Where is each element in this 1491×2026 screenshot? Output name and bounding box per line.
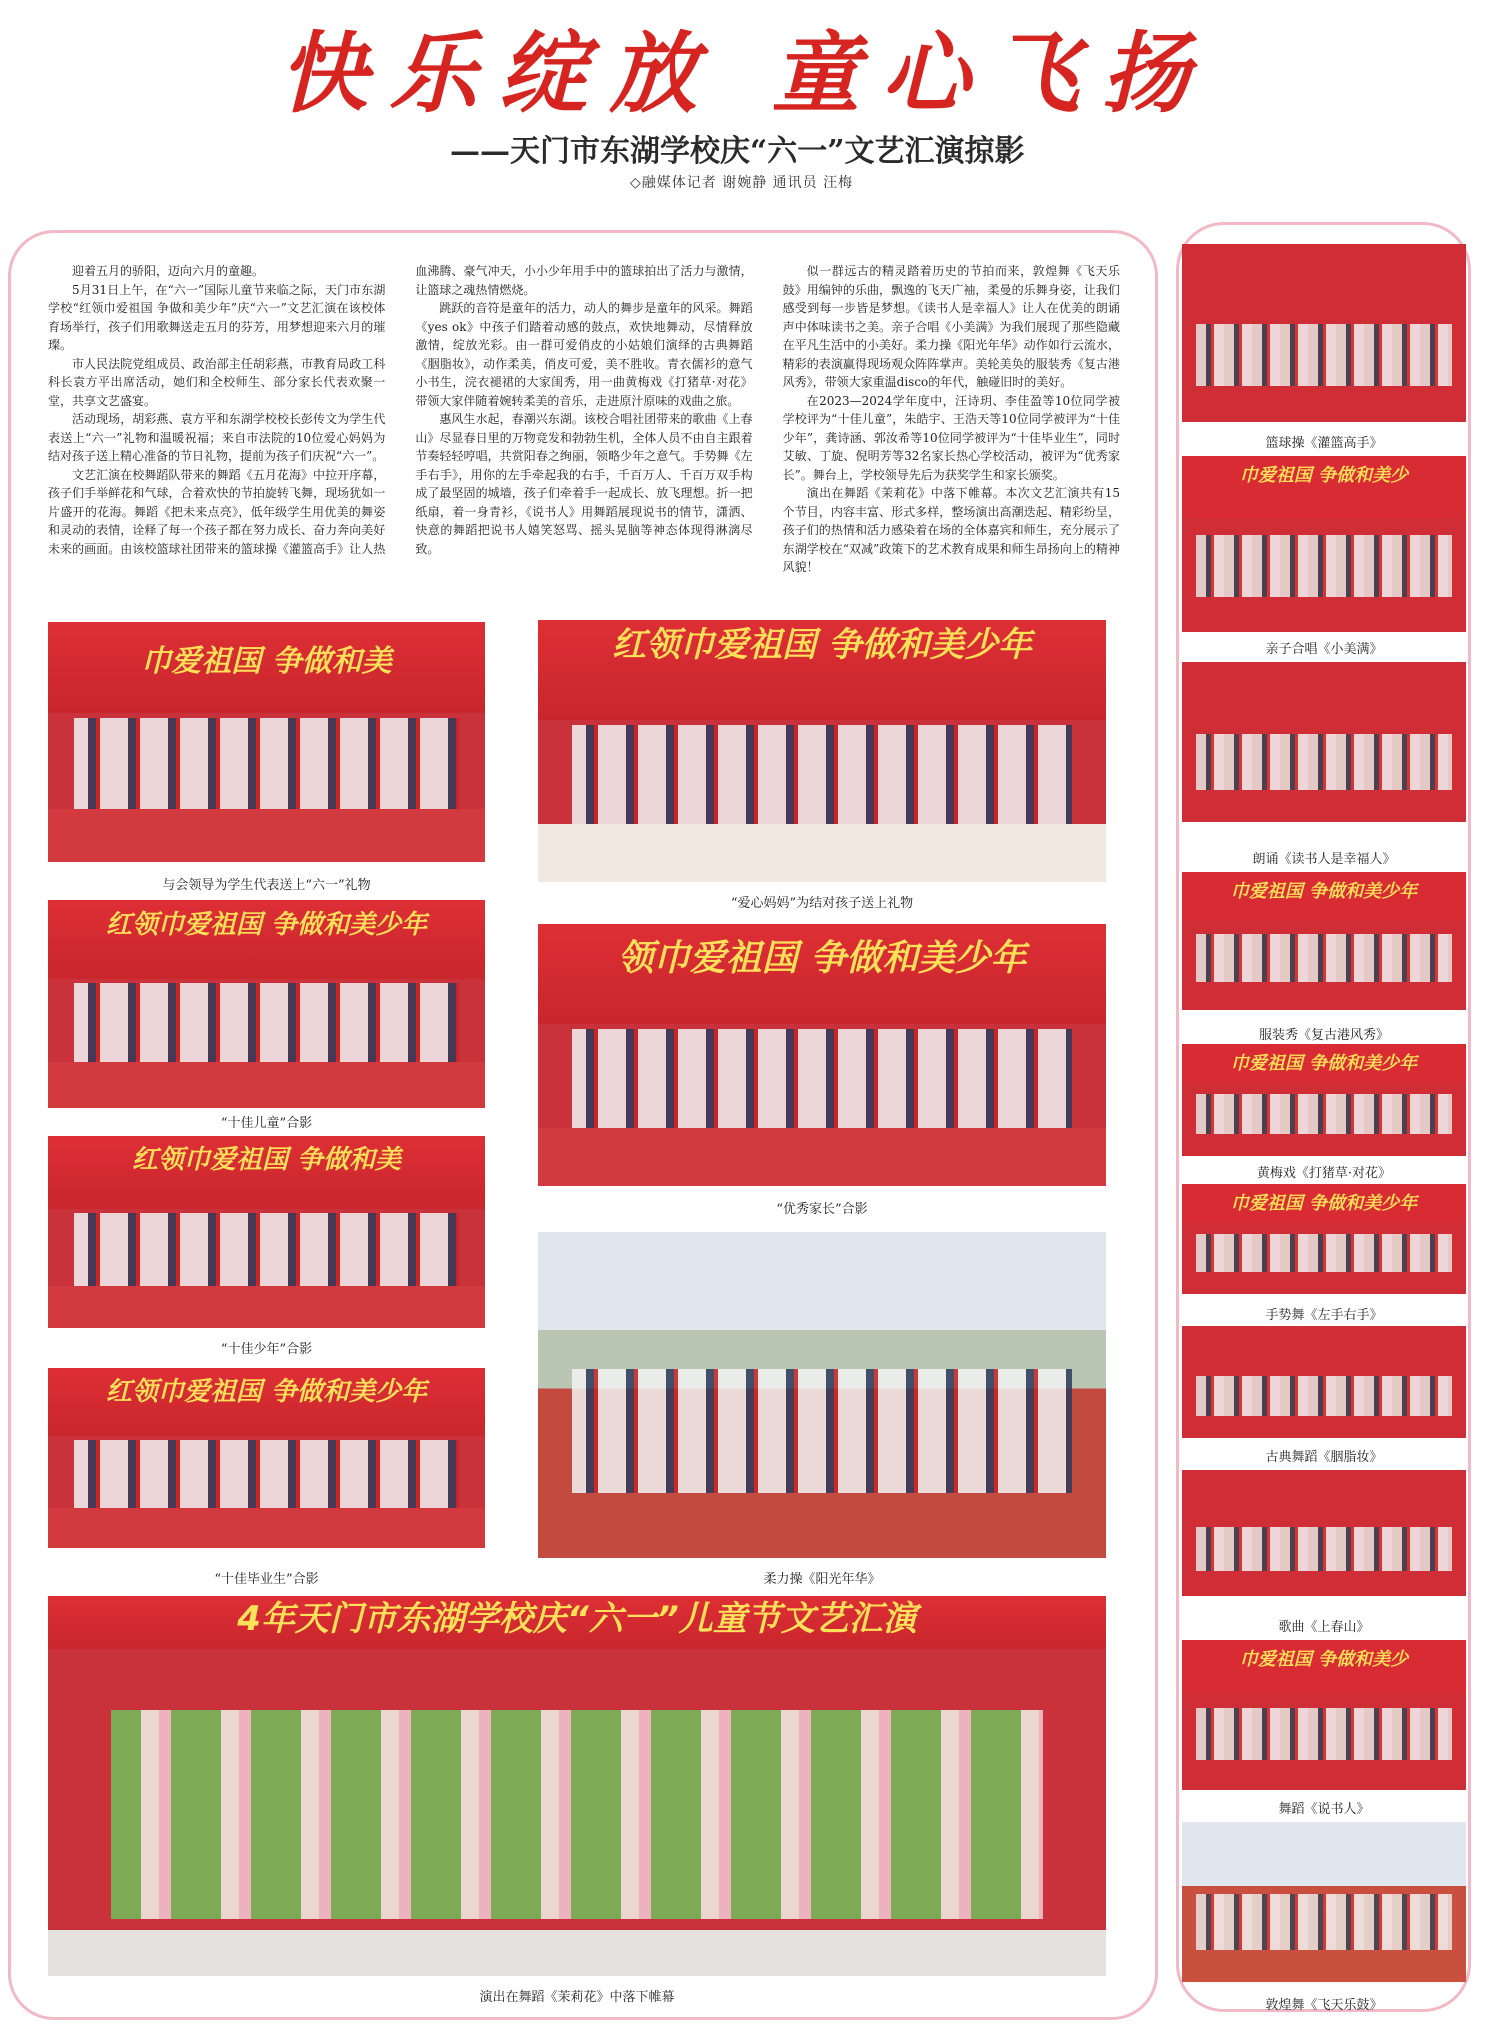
- sidebar-caption: 敦煌舞《飞天乐鼓》: [1265, 1998, 1383, 2013]
- sidebar-photo-dunhuang: [1182, 1822, 1466, 1982]
- caption-gymnastics: 柔力操《阳光年华》: [763, 1572, 881, 1587]
- photo-banner: 巾爱祖国 争做和美少: [1182, 456, 1466, 518]
- article-body: [48, 262, 1120, 587]
- sidebar-photo-family-chorus: [1182, 456, 1466, 632]
- photo-people: [572, 1029, 1072, 1134]
- photo-top-graduates: [48, 1368, 485, 1548]
- sidebar-caption: 手势舞《左手右手》: [1265, 1308, 1383, 1323]
- photo-people: [1196, 734, 1452, 790]
- caption-top-children: “十佳儿童”合影: [220, 1116, 313, 1131]
- photo-people: [1196, 1376, 1452, 1415]
- photo-banner: 红领巾爱祖国 争做和美: [48, 1136, 485, 1209]
- sidebar-photo-song: [1182, 1470, 1466, 1596]
- article-paragraph: 惠风生水起，春潮兴东湖。该校合唱社团带来的歌曲《上春山》尽显春日里的万物竞发和勃勃生机，全体人员不由自主跟着节奏轻轻哼唱，共赏阳春之绚丽，领略少年之意气。手势舞《左手右手》，用你的左手牵起我的右手，千百万人、千百万双手构成了最坚固的城墙，孩子们牵着手一起成长、放飞理想。折一把纸扇，着一身青衫，《说书人》用舞蹈展现说书的情节，潇洒、快意的舞蹈把说书人嬉笑怒骂、摇头晃脑等神态体现得淋漓尽致。: [415, 412, 753, 556]
- photo-leaders-gifts: [48, 622, 485, 862]
- sidebar-caption: 朗诵《读书人是幸福人》: [1252, 852, 1396, 867]
- photo-people: [1196, 324, 1452, 386]
- article-paragraph: 在2023—2024学年度中，汪诗玥、李佳盈等10位同学被学校评为“十佳儿童”，朱皓宇、王浩天等10位同学被评为“十佳少年”，龚诗涵、郭汝希等10位同学被评为“十佳毕业生”，同时艾敏、丁旋、倪明芳等32名家长热心学校活动，被评为“优秀家长”。舞台上，学校领导先后为获奖学生和家长颁奖。: [782, 393, 1120, 482]
- sidebar-caption: 服装秀《复古港风秀》: [1258, 1028, 1389, 1043]
- sidebar-caption: 黄梅戏《打猪草·对花》: [1256, 1166, 1392, 1181]
- article-paragraph: 活动现场，胡彩燕、袁方平和东湖学校校长彭传文为学生代表送上“六一”礼物和温暖祝福；来自市法院的10位爱心妈妈为结对孩子送上精心准备的节日礼物，提前为孩子们庆祝“六一”。: [48, 412, 386, 463]
- article-paragraph: 5月31日上午，在“六一”国际儿童节来临之际，天门市东湖学校“红领巾爱祖国 争做和美少年”庆“六一”文艺汇演在该校体育场举行，孩子们用歌舞送走五月的芬芳，用梦想迎来六月的璀璨。: [48, 282, 386, 352]
- caption-top-graduates: “十佳毕业生”合影: [214, 1572, 319, 1587]
- caption-excellent-parents: “优秀家长”合影: [776, 1202, 868, 1217]
- sidebar-caption: 古典舞蹈《胭脂妆》: [1265, 1450, 1383, 1465]
- photo-top-children: [48, 900, 485, 1108]
- sidebar-caption: 亲子合唱《小美满》: [1265, 642, 1383, 657]
- photo-people: [1196, 1527, 1452, 1571]
- sidebar-photo-basketball: [1182, 244, 1466, 422]
- article-paragraph: 文艺汇演在校舞蹈队带来的舞蹈《五月花海》中拉开序幕，孩子们手举鲜花和气球，合着欢快的节拍旋转飞舞，现场犹如一片盛开的花海。舞蹈《把未来点亮》，低年级学生用优美的舞姿和灵动的表情，诠释了每一个孩子都在努力成长、奋力奔向美好未来的画面。由该校篮球社团带来的篮球操《灌篮高手》让人热血沸腾、豪气冲天，小小少年用手中的篮球拍出了活力与激情，让篮球之魂热情燃烧。: [48, 264, 753, 556]
- photo-people: [74, 718, 459, 814]
- photo-people: [111, 1710, 1042, 1919]
- photo-top-youth: [48, 1136, 485, 1328]
- sidebar-caption: 篮球操《灌篮高手》: [1265, 436, 1383, 451]
- photo-people: [572, 725, 1072, 830]
- caption-top-youth: “十佳少年”合影: [220, 1342, 313, 1357]
- page-subtitle: ——天门市东湖学校庆“六一”文艺汇演掠影: [450, 134, 1025, 169]
- photo-stage: [538, 824, 1106, 882]
- photo-banner: 巾爱祖国 争做和美少年: [1182, 872, 1466, 920]
- photo-people: [1196, 934, 1452, 982]
- sidebar-photo-classical-dance: [1182, 1326, 1466, 1438]
- sidebar-caption: 舞蹈《说书人》: [1278, 1802, 1370, 1817]
- article-paragraph: 似一群远古的精灵踏着历史的节拍而来，敦煌舞《飞天乐鼓》用编钟的乐曲，飘逸的飞天广袖，柔曼的乐舞身姿，让我们感受到每一步皆是梦想。《读书人是幸福人》让人在优美的朗诵声中体味读书之美。亲子合唱《小美满》为我们展现了那些隐藏在平凡生活中的小美好。柔力操《阳光年华》动作如行云流水，精彩的表演赢得现场观众阵阵掌声。美轮美奂的服装秀《复古港风秀》，带领大家重温disco的年代，触碰旧时的美好。: [782, 264, 1120, 389]
- photo-banner: 4年天门市东湖学校庆“六一”儿童节文艺汇演: [48, 1596, 1106, 1649]
- photo-banner: 巾爱祖国 争做和美: [48, 622, 485, 713]
- sidebar-photo-recital: [1182, 662, 1466, 822]
- photo-stage: [48, 1508, 485, 1548]
- article-paragraph: 迎着五月的骄阳，迈向六月的童趣。: [72, 264, 265, 278]
- article-paragraph: 演出在舞蹈《茉莉花》中落下帷幕。本次文艺汇演共有15个节目，内容丰富、形式多样，整场演出高潮迭起、精彩纷呈，孩子们的热情和活力感染着在场的全体嘉宾和师生，充分展示了东湖学校在“双减”政策下的艺术教育成果和师生昂扬向上的精神风貌！: [782, 486, 1120, 574]
- photo-stage: [48, 1930, 1106, 1976]
- photo-caring-mothers: [538, 620, 1106, 882]
- photo-banner: 巾爱祖国 争做和美少年: [1182, 1184, 1466, 1223]
- photo-banner: 巾爱祖国 争做和美少: [1182, 1640, 1466, 1693]
- photo-stage: [48, 809, 485, 862]
- byline: ◇融媒体记者 谢婉静 通讯员 汪梅: [630, 175, 854, 191]
- page-title: 快乐绽放 童心飞扬: [279, 22, 1212, 125]
- caption-caring-mothers: “爱心妈妈”为结对孩子送上礼物: [730, 896, 914, 911]
- photo-people: [572, 1369, 1072, 1493]
- photo-people: [1196, 1894, 1452, 1950]
- photo-gymnastics: [538, 1232, 1106, 1558]
- photo-banner: 红领巾爱祖国 争做和美少年: [48, 900, 485, 979]
- photo-stage: [48, 1062, 485, 1108]
- sidebar-photo-fashion: [1182, 872, 1466, 1010]
- photo-people: [74, 983, 459, 1066]
- photo-banner: 红领巾爱祖国 争做和美少年: [48, 1368, 485, 1436]
- sidebar-photo-storyteller: [1182, 1640, 1466, 1790]
- photo-excellent-parents: [538, 924, 1106, 1186]
- photo-people: [1196, 1094, 1452, 1133]
- photo-jasmine-dance: [48, 1596, 1106, 1976]
- article-paragraph: 市人民法院党组成员、政治部主任胡彩燕，市教育局政工科科长袁方平出席活动，她们和全校师生、部分家长代表欢聚一堂，共享文艺盛宴。: [48, 356, 386, 408]
- photo-stage: [48, 1286, 485, 1328]
- photo-banner: 巾爱祖国 争做和美少年: [1182, 1044, 1466, 1083]
- sidebar-caption: 歌曲《上春山》: [1278, 1620, 1370, 1635]
- article-paragraph: 跳跃的音符是童年的活力，动人的舞步是童年的风采。舞蹈《yes ok》中孩子们踏着动感的鼓点，欢快地舞动，尽情释放激情，绽放光彩。由一群可爱俏皮的小姑娘们演绎的古典舞蹈《胭脂妆》，动作柔美，俏皮可爱，美不胜收。青衣儒衫的意气小书生，浣衣褪裙的大家闺秀，用一曲黄梅戏《打猪草·对花》带领大家伴随着婉转柔美的音乐，走进原汁原味的戏曲之旅。: [415, 301, 753, 408]
- photo-banner: 红领巾爱祖国 争做和美少年: [538, 620, 1106, 720]
- sidebar-photo-gesture-dance: [1182, 1184, 1466, 1294]
- photo-people: [1196, 535, 1452, 597]
- caption-leaders-gifts: 与会领导为学生代表送上“六一”礼物: [162, 878, 371, 893]
- photo-people: [1196, 1708, 1452, 1761]
- photo-stage: [538, 1128, 1106, 1186]
- photo-people: [74, 1213, 459, 1290]
- photo-people: [74, 1440, 459, 1512]
- sidebar-photo-huangmei: [1182, 1044, 1466, 1156]
- photo-banner: 领巾爱祖国 争做和美少年: [538, 924, 1106, 1024]
- caption-jasmine-dance: 演出在舞蹈《茉莉花》中落下帷幕: [479, 1990, 675, 2005]
- photo-people: [1196, 1234, 1452, 1273]
